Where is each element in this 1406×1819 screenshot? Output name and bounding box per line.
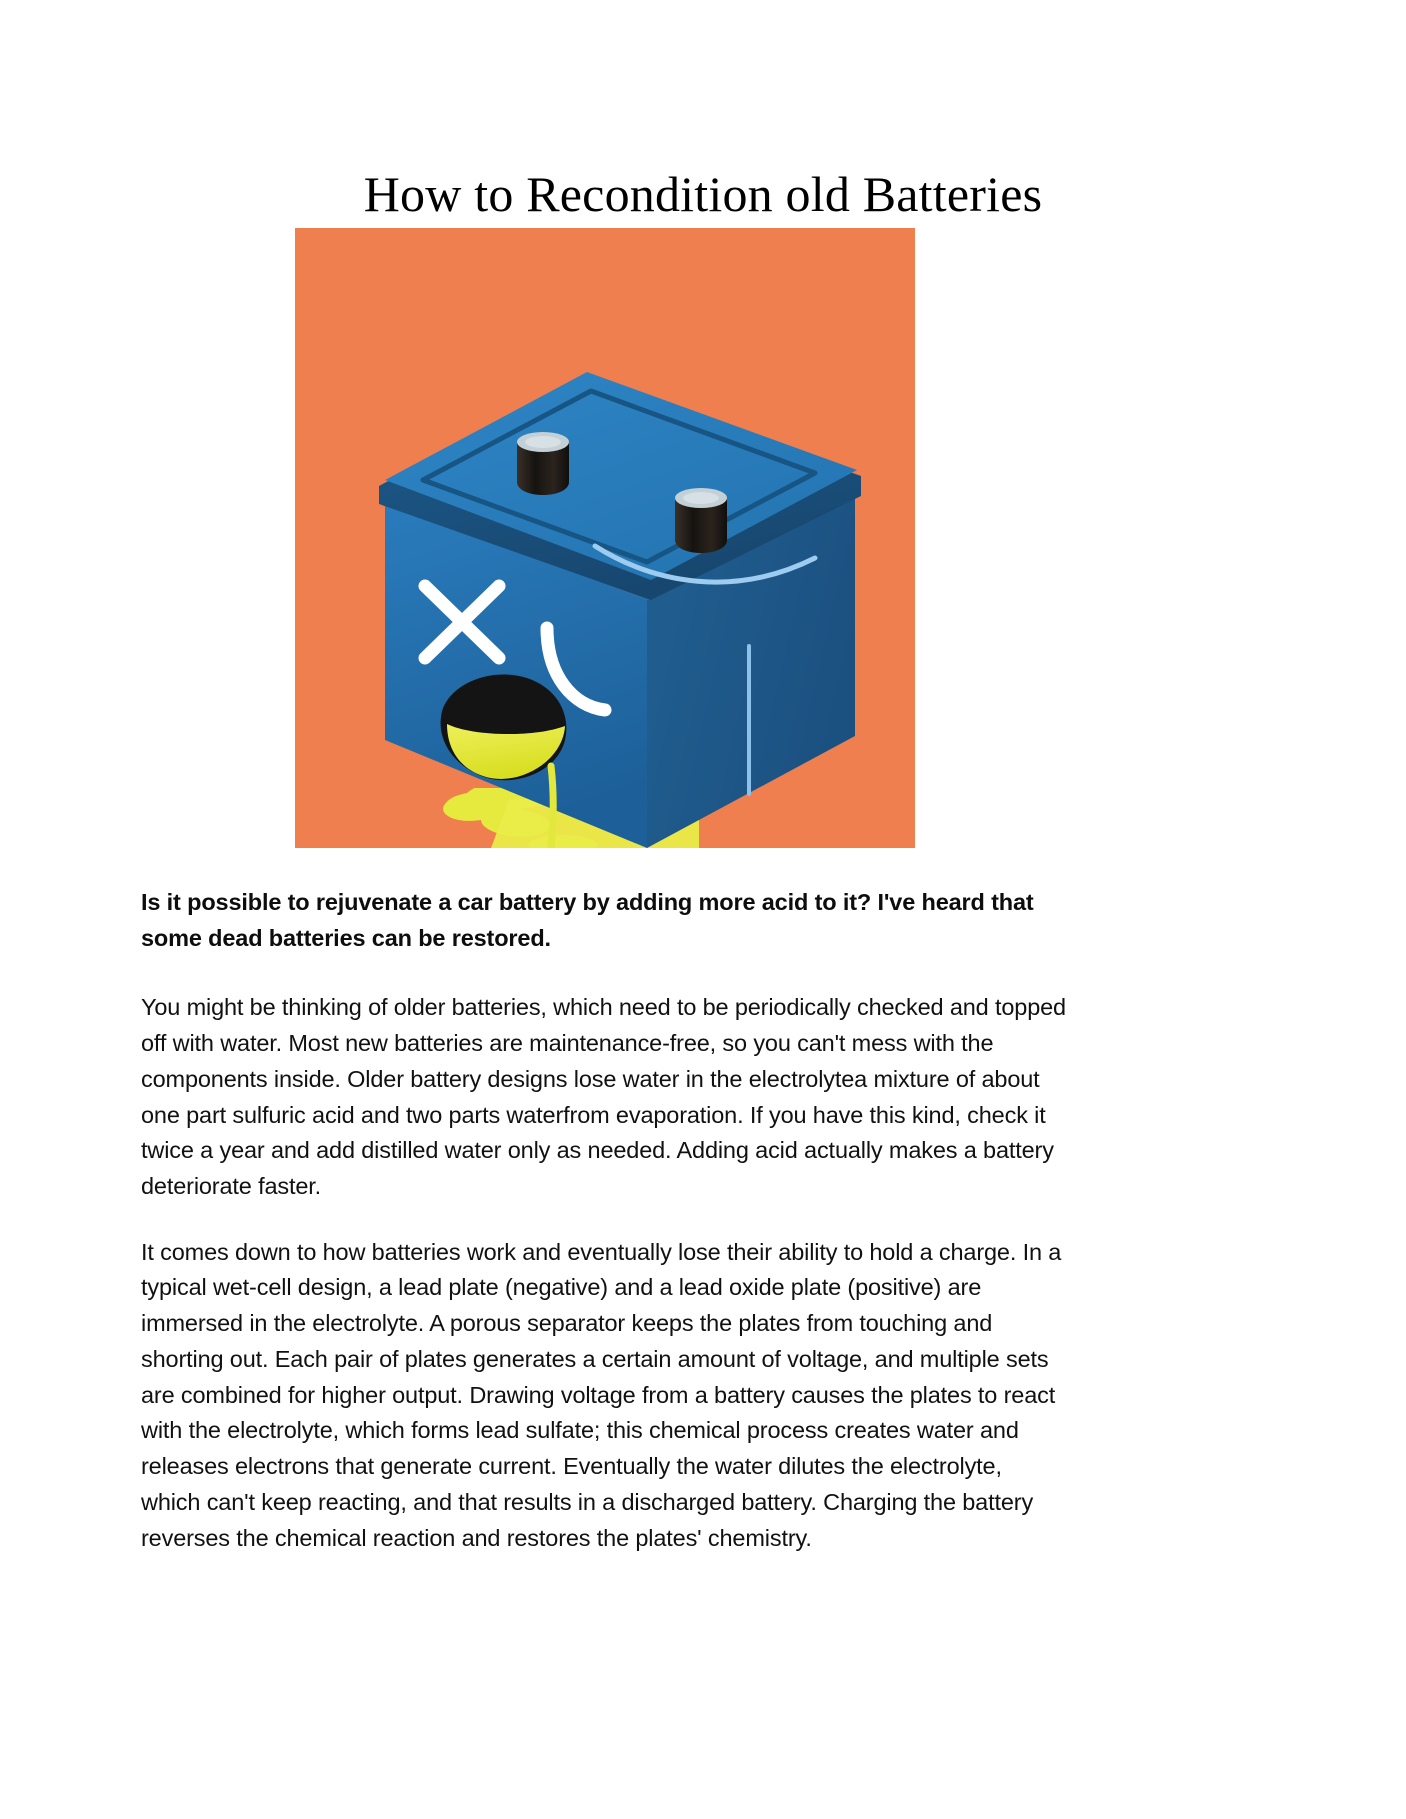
negative-terminal [675, 488, 727, 553]
body-paragraph-2: It comes down to how batteries work and eventually lose their ability to hold a charge. In a typical wet-cell design, a lead plate (negative) and a lead oxide plate (positive) are immersed in the electrolyte. A porous separator keeps the plates from touching and shorting out. Each pair of plates generates a certain amount of voltage, and multiple sets are combined for higher output. Drawing voltage from a battery causes the plates to react with the electrolyte, which forms lead sulfate; this chemical process creates water and releases electrons that generate current. Eventually the water dilutes the electrolyte, which can't keep reacting, and that results in a discharged battery. Charging the battery reverses the chemical reaction and restores the plates' chemistry. [141, 1238, 1062, 1551]
battery-illustration [295, 228, 915, 848]
sad-battery-graphic [295, 228, 915, 848]
acid-drip [551, 766, 553, 848]
lead-question-paragraph: Is it possible to rejuvenate a car battery by adding more acid to it? I've heard that some dead batteries can be restored. [141, 889, 1034, 951]
page-title: How to Recondition old Batteries [363, 165, 1043, 222]
article-body [141, 885, 1066, 1556]
body-paragraph-1: You might be thinking of older batteries, which need to be periodically checked and topped off with water. Most new batteries are maintenance-free, so you can't mess with the components inside. Older battery designs lose water in the electrolytea mixture of about one part sulfuric acid and two parts waterfrom evaporation. If you have this kind, check it twice a year and add distilled water only as needed. Adding acid actually makes a battery deteriorate faster. [141, 994, 1066, 1200]
positive-terminal [517, 432, 569, 495]
